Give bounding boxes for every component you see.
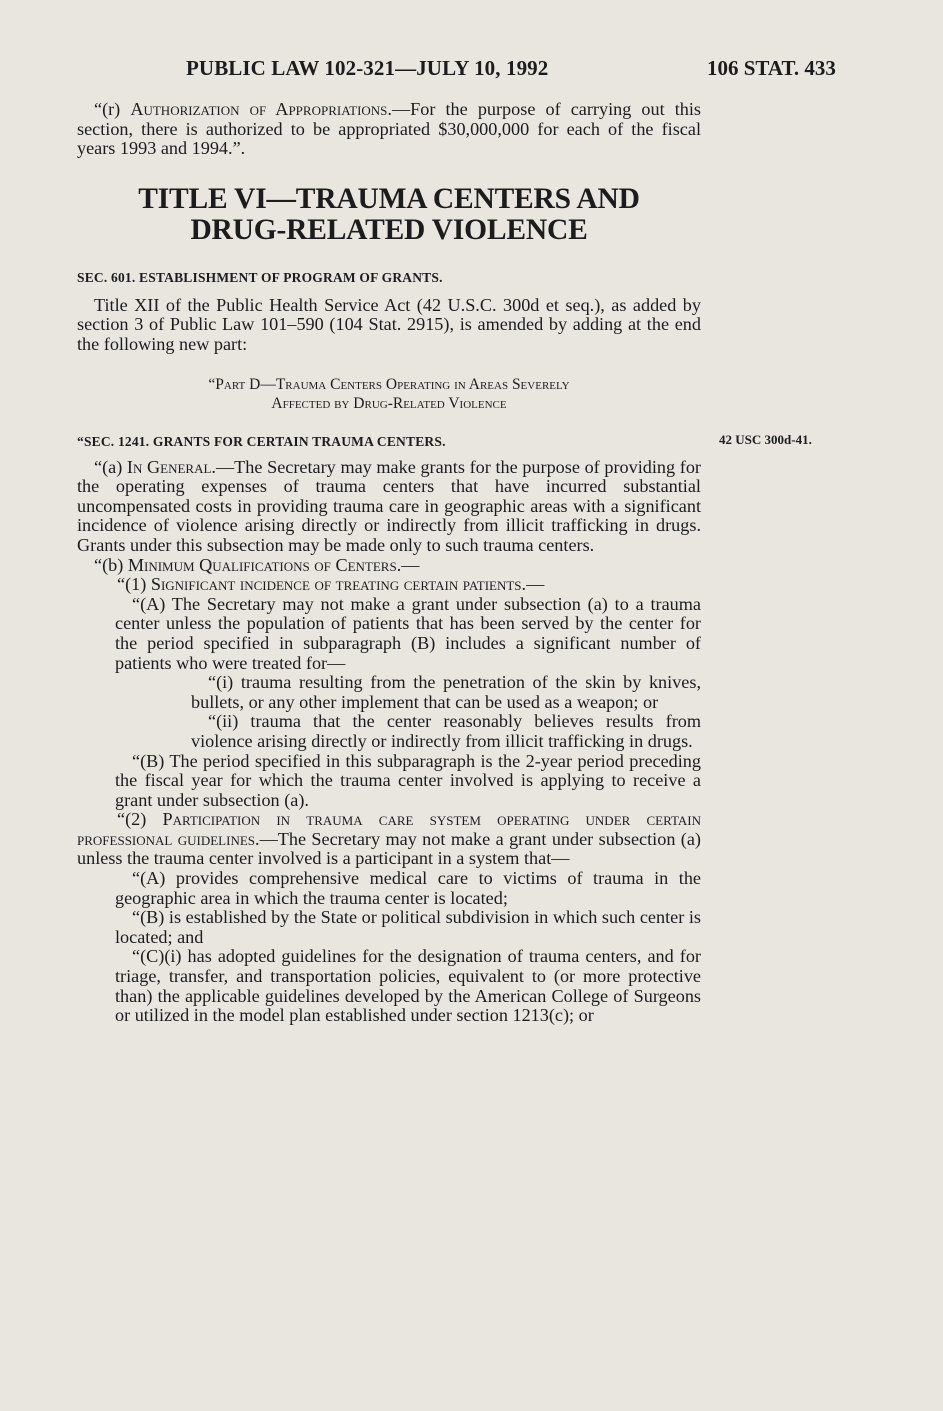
title-heading: TITLE VI—TRAUMA CENTERS AND DRUG-RELATED VIOLENCE [138,183,640,246]
subsection-a: “(a) In General.—The Secretary may make grants for the purpose of providing for the operating expenses of trauma centers that have incurred substantial uncompensated costs in providing trauma care in geographic areas with a significant incidence of violence arising directly or indirectly from illicit trafficking in drugs. Grants under this subsection may be made only to such trauma centers. [77,456,701,555]
page-citation: 106 STAT. 433 [707,56,836,80]
part-d-heading: “Part D—Trauma Centers Operating in Areas Severely Affected by Drug-Related Violence [208,376,570,412]
running-header: PUBLIC LAW 102-321—JULY 10, 1992 [186,56,549,80]
subparagraph-b1b: “(B) The period specified in this subparagraph is the 2-year period preceding the fiscal year for which the trauma center involved is applying to receive a grant under subsection (a). [115,750,701,810]
section-text: Title XII of the Public Health Service Act (42 U.S.C. 300d et seq.), as added by section 3 of Public Law 101–590 (104 Stat. 2915), is amended by adding at the end the following new part: [77,294,701,354]
subparagraph-b1a: “(A) The Secretary may not make a grant under subsection (a) to a trauma center unless the population of patients that has been served by the center for the period specified in subparagraph (B) includes a significant number of patients who were treated for— [115,593,701,673]
section-601 [77,268,701,354]
clause-b1aii: “(ii) trauma that the center reasonably believes results from violence arising directly or indirectly from illicit trafficking in drugs. [191,711,701,751]
subsection-caption: Authorization of Appropriations. [130,99,392,119]
paragraph-b2: “(2) Participation in trauma care system operating under certain professional guidelines.—The Secretary may not make a grant under subsection (a) unless the trauma center involved is a participant in a system that— [77,809,701,869]
paragraph-b1: “(1) Significant incidence of treating certain patients.— [117,574,545,595]
section-heading: SEC. 601. ESTABLISHMENT OF PROGRAM OF GRANTS. [77,270,443,285]
subsection-b: “(b) Minimum Qualifications of Centers.— [94,554,420,575]
usc-margin-note: 42 USC 300d-41. [719,432,812,447]
section-1241 [77,432,701,1026]
subparagraph-b2a: “(A) provides comprehensive medical care to victims of trauma in the geographic area in which the trauma center is located; [115,868,701,908]
clause-b1ai: “(i) trauma resulting from the penetration of the skin by knives, bullets, or any other implement that can be used as a weapon; or [191,672,701,712]
subparagraph-b2b: “(B) is established by the State or political subdivision in which such center is located; and [115,907,701,947]
subparagraph-b2ci: “(C)(i) has adopted guidelines for the designation of trauma centers, and for triage, transfer, and transportation policies, equivalent to (or more protective than) the applicable guidelines developed by the American College of Surgeons or utilized in the model plan established under section 1213(c); or [115,946,701,1026]
section-heading: “SEC. 1241. GRANTS FOR CERTAIN TRAUMA CENTERS. [77,434,446,449]
authorization-paragraph: “(r) Authorization of Appropriations.—For the purpose of carrying out this section, there is authorized to be appropriated $30,000,000 for each of the fiscal years 1993 and 1994.”. [77,99,702,159]
